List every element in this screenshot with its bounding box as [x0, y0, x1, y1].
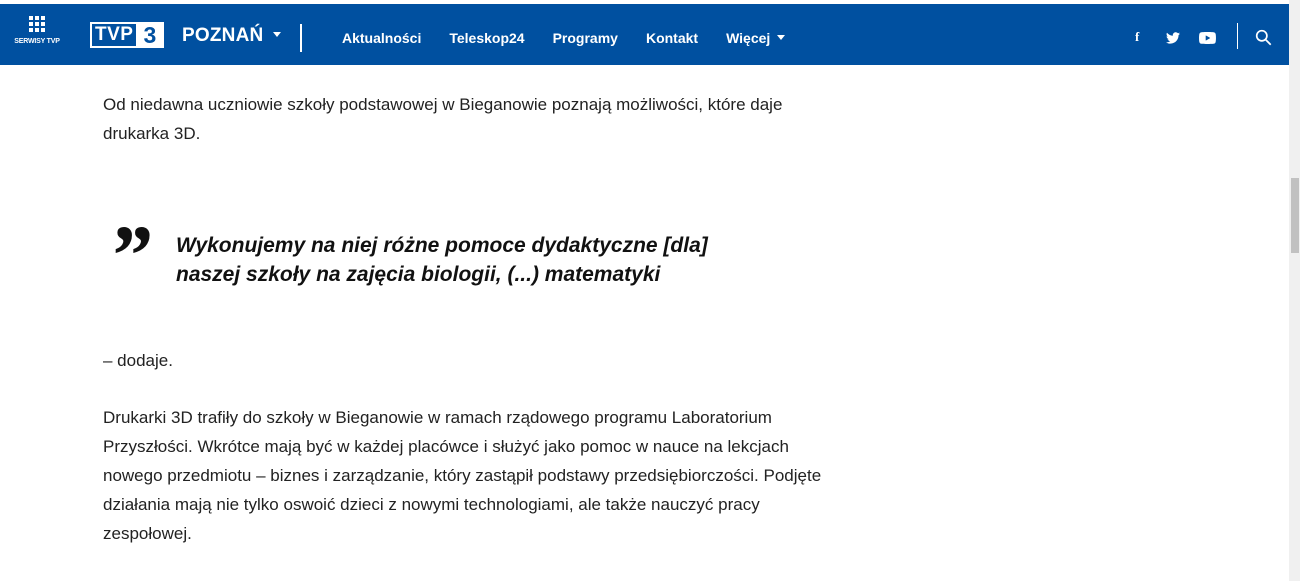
nav-item-teleskop24[interactable]: Teleskop24 [449, 30, 525, 46]
top-navigation-bar [0, 0, 1289, 65]
facebook-icon[interactable]: f [1135, 29, 1140, 44]
caret-down-icon [777, 35, 785, 40]
search-divider [1237, 23, 1238, 49]
youtube-icon[interactable] [1199, 31, 1216, 49]
nav-divider [300, 24, 302, 52]
logo-tvp-text: TVP [90, 22, 138, 48]
article-paragraph-3: Drukarki 3D trafiły do szkoły w Bieganowie w ramach rządowego programu Laboratorium Przyszłości. Wkrótce mają być w każdej placówce i służyć jako pomoc w nauce na lekcjach nowego przedmiotu – biznes i zarządzanie, który zastąpił podstawy przedsiębiorczości. Podjęte działania mają nie tylko oswoić dzieci z nowymi technologiami, ale także nauczyć pracy zespołowej. [103, 408, 822, 543]
nav-item-programy[interactable]: Programy [552, 30, 618, 46]
article-quote: Wykonujemy na niej różne pomoce dydaktyczne [dla] naszej szkoły na zajęcia biologii, (...) matematyki [176, 234, 708, 286]
article-paragraph-1: Od niedawna uczniowie szkoły podstawowej w Bieganowie poznają możliwości, które daje drukarka 3D. [103, 95, 783, 143]
region-selector[interactable] [182, 25, 281, 47]
caret-down-icon [273, 32, 281, 37]
nav-item-kontakt[interactable]: Kontakt [645, 30, 699, 46]
services-menu-button[interactable] [10, 16, 64, 45]
scrollbar-track[interactable] [1289, 0, 1300, 581]
scrollbar-thumb[interactable] [1291, 178, 1299, 253]
tvp3-logo[interactable] [90, 22, 164, 48]
services-label: SERWISY TVP [14, 38, 60, 45]
twitter-icon[interactable] [1166, 31, 1180, 49]
search-icon[interactable] [1255, 29, 1272, 51]
region-label: POZNAŃ [182, 25, 264, 46]
main-nav [342, 30, 813, 46]
nav-item-wiecej-label: Więcej [726, 30, 771, 46]
grid-menu-icon [29, 16, 45, 30]
quote-mark-icon: ” [108, 207, 151, 303]
nav-item-wiecej[interactable] [726, 30, 785, 46]
nav-item-aktualnosci[interactable]: Aktualności [342, 30, 422, 46]
logo-number: 3 [138, 22, 163, 48]
article-paragraph-2: – dodaje. [103, 351, 173, 370]
